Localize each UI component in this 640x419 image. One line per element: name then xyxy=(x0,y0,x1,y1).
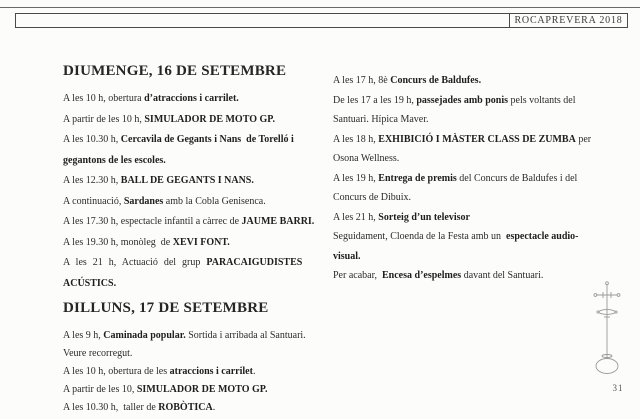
emphasis-text: BALL DE GEGANTS I NANS. xyxy=(120,175,254,186)
body-text: davant del Santuari. xyxy=(461,270,544,281)
body-text: A les 9 h, xyxy=(63,330,104,341)
body-text: A partir de les 10, xyxy=(63,384,137,395)
body-text: A les 19 h, xyxy=(333,172,379,184)
schedule-line xyxy=(63,384,315,397)
schedule-line xyxy=(63,196,315,209)
emphasis-text: d’atraccions i carrilet. xyxy=(144,93,239,104)
emphasis-text: Entrega de premis xyxy=(378,172,457,184)
schedule-line xyxy=(63,257,315,270)
schedule-line xyxy=(63,402,315,415)
emphasis-text: Caminada popular. xyxy=(103,330,186,341)
schedule-line xyxy=(63,93,315,106)
body-text: Per acabar, xyxy=(333,270,383,281)
schedule-line xyxy=(333,153,591,166)
schedule-line xyxy=(333,231,591,244)
emphasis-text: Sardanes xyxy=(123,195,164,207)
emphasis-text: gegantons de les escoles. xyxy=(63,154,166,166)
emphasis-text: Concurs de Baldufes. xyxy=(390,75,482,86)
emphasis-text: Cercavila de Gegants i Nans de Torelló i xyxy=(120,134,294,145)
body-text: amb la Cobla Genisenca. xyxy=(163,195,266,207)
body-text: per xyxy=(575,133,592,145)
schedule-line xyxy=(63,366,315,379)
body-text: Concurs de Dibuix. xyxy=(333,192,412,203)
body-text: A les 17.30 h, espectacle infantil a càrrec de xyxy=(63,216,242,227)
body-text: Santuari. Hípica Maver. xyxy=(333,114,429,125)
header-band-label: ROCAPREVERA 2018 xyxy=(509,14,627,27)
section-heading: DILLUNS, 17 DE SETEMBRE xyxy=(63,300,269,316)
emphasis-text: JAUME BARRI. xyxy=(241,216,315,227)
schedule-column-right xyxy=(333,75,591,290)
schedule-column-left xyxy=(63,61,315,419)
body-text: Osona Wellness. xyxy=(333,153,400,164)
schedule-line xyxy=(333,173,591,186)
body-text: . xyxy=(252,366,256,377)
processional-cross-icon xyxy=(590,280,624,380)
schedule-line xyxy=(333,192,591,205)
schedule-line xyxy=(333,75,591,88)
schedule-line xyxy=(63,175,315,188)
body-text: A les 18 h, xyxy=(333,133,379,145)
schedule-line xyxy=(63,134,315,147)
body-text: De les 17 a les 19 h, xyxy=(333,94,417,106)
schedule-line xyxy=(63,114,315,127)
body-text: . xyxy=(212,402,216,413)
body-text: pels voltants del xyxy=(508,94,576,106)
top-rule xyxy=(0,7,640,8)
page-number: 31 xyxy=(612,383,624,393)
emphasis-text: passejades amb ponis xyxy=(416,94,509,106)
body-text: A les 17 h, 8è xyxy=(333,75,391,86)
emphasis-text: PARACAIGUDISTES xyxy=(206,257,303,268)
schedule-line xyxy=(63,278,315,291)
body-text: A les 19.30 h, monòleg de xyxy=(63,236,173,248)
emphasis-text: Sorteig d’un televisor xyxy=(378,211,470,223)
schedule-line xyxy=(63,237,315,250)
emphasis-text: SIMULADOR DE MOTO GP. xyxy=(136,384,268,395)
emphasis-text: espectacle audio- xyxy=(506,231,579,242)
schedule-line xyxy=(333,134,591,147)
body-text: A les 21 h, xyxy=(333,211,379,223)
emphasis-text: XEVI FONT. xyxy=(172,236,230,248)
schedule-line xyxy=(63,348,315,361)
body-text: A les 21 h, Actuació del grup xyxy=(63,257,207,268)
body-text: A les 10 h, obertura xyxy=(63,93,145,104)
body-text: A continuació, xyxy=(63,195,124,207)
body-text: del Concurs de Baldufes i del xyxy=(456,172,578,184)
schedule-line xyxy=(63,216,315,229)
schedule-line xyxy=(63,155,315,168)
body-text: A les 10.30 h, taller de xyxy=(63,402,159,413)
emphasis-text: SIMULADOR DE MOTO GP. xyxy=(144,113,275,125)
emphasis-text: atraccions i carrilet xyxy=(169,366,253,377)
emphasis-text: visual. xyxy=(333,250,361,262)
body-text: A les 10 h, obertura de les xyxy=(63,366,170,377)
header-band xyxy=(15,13,628,28)
body-text: A les 10.30 h, xyxy=(63,134,121,145)
emphasis-text: EXHIBICIÓ I MÀSTER CLASS DE ZUMBA xyxy=(378,133,576,145)
schedule-line xyxy=(333,95,591,108)
schedule-line xyxy=(333,251,591,264)
emphasis-text: ROBÒTICA xyxy=(158,402,213,413)
emphasis-text: Encesa d’espelmes xyxy=(382,270,462,281)
schedule-line xyxy=(333,114,591,127)
body-text: Veure recorregut. xyxy=(63,348,133,359)
body-text: Seguidament, Cloenda de la Festa amb un xyxy=(333,231,507,242)
emphasis-text: ACÚSTICS. xyxy=(63,277,117,289)
body-text: A partir de les 10 h, xyxy=(63,113,145,125)
schedule-line xyxy=(333,212,591,225)
body-text: A les 12.30 h, xyxy=(63,175,121,186)
schedule-line xyxy=(63,330,315,343)
schedule-line xyxy=(333,270,591,283)
body-text: Sortida i arribada al Santuari. xyxy=(185,330,306,341)
section-heading: DIUMENGE, 16 DE SETEMBRE xyxy=(63,63,287,79)
